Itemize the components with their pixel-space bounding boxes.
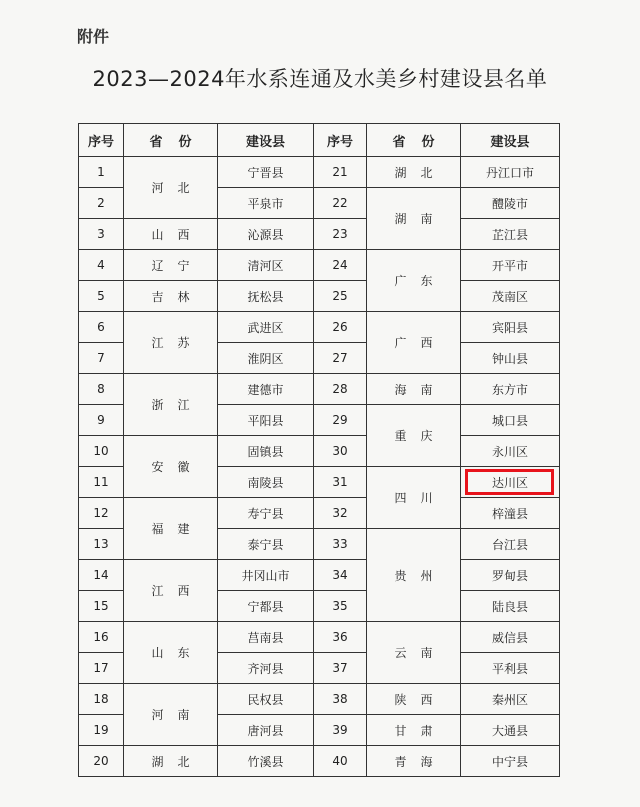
county-cell-left: 莒南县 [218, 622, 314, 653]
header-county-right: 建设县 [461, 124, 560, 157]
province-cell-right: 甘肃 [367, 715, 461, 746]
row-number-left: 3 [79, 219, 124, 250]
row-number-right: 26 [314, 312, 367, 343]
row-number-left: 2 [79, 188, 124, 219]
table-row [79, 157, 560, 188]
row-number-left: 14 [79, 560, 124, 591]
county-cell-right: 茂南区 [461, 281, 560, 312]
county-cell-right: 梓潼县 [461, 498, 560, 529]
county-list-table [78, 123, 560, 777]
row-number-left: 4 [79, 250, 124, 281]
row-number-left: 19 [79, 715, 124, 746]
row-number-right: 34 [314, 560, 367, 591]
row-number-right: 22 [314, 188, 367, 219]
county-cell-left: 齐河县 [218, 653, 314, 684]
province-cell-right: 青海 [367, 746, 461, 777]
county-cell-right: 城口县 [461, 405, 560, 436]
row-number-right: 25 [314, 281, 367, 312]
county-cell-right: 威信县 [461, 622, 560, 653]
header-province-right: 省份 [367, 124, 461, 157]
county-cell-left: 淮阴区 [218, 343, 314, 374]
table-row [79, 312, 560, 343]
table-row [79, 219, 560, 250]
province-cell-right: 湖北 [367, 157, 461, 188]
province-cell-left: 福建 [124, 498, 218, 560]
county-cell-right: 秦州区 [461, 684, 560, 715]
county-cell-left: 抚松县 [218, 281, 314, 312]
attachment-label: 附件 [77, 27, 110, 46]
header-county-left: 建设县 [218, 124, 314, 157]
province-cell-left: 河北 [124, 157, 218, 219]
county-cell-right: 钟山县 [461, 343, 560, 374]
row-number-right: 29 [314, 405, 367, 436]
county-cell-left: 沁源县 [218, 219, 314, 250]
row-number-right: 30 [314, 436, 367, 467]
county-cell-right: 丹江口市 [461, 157, 560, 188]
row-number-right: 32 [314, 498, 367, 529]
row-number-left: 16 [79, 622, 124, 653]
county-cell-left: 寿宁县 [218, 498, 314, 529]
province-cell-left: 江西 [124, 560, 218, 622]
county-cell-right: 永川区 [461, 436, 560, 467]
row-number-right: 35 [314, 591, 367, 622]
row-number-left: 13 [79, 529, 124, 560]
county-cell-left: 泰宁县 [218, 529, 314, 560]
province-cell-left: 山东 [124, 622, 218, 684]
province-cell-right: 广东 [367, 250, 461, 312]
row-number-left: 18 [79, 684, 124, 715]
county-cell-left: 井冈山市 [218, 560, 314, 591]
header-province-left: 省份 [124, 124, 218, 157]
county-cell-right: 东方市 [461, 374, 560, 405]
province-cell-right: 广西 [367, 312, 461, 374]
row-number-left: 8 [79, 374, 124, 405]
table-row [79, 746, 560, 777]
row-number-left: 17 [79, 653, 124, 684]
county-cell-left: 竹溪县 [218, 746, 314, 777]
county-cell-right: 宾阳县 [461, 312, 560, 343]
row-number-left: 10 [79, 436, 124, 467]
header-row [79, 124, 560, 157]
row-number-right: 37 [314, 653, 367, 684]
header-number-right: 序号 [314, 124, 367, 157]
row-number-right: 31 [314, 467, 367, 498]
province-cell-left: 浙江 [124, 374, 218, 436]
province-cell-right: 云南 [367, 622, 461, 684]
table-row [79, 498, 560, 529]
row-number-right: 28 [314, 374, 367, 405]
county-cell-left: 建德市 [218, 374, 314, 405]
county-cell-left: 唐河县 [218, 715, 314, 746]
county-cell-left: 南陵县 [218, 467, 314, 498]
table-row [79, 560, 560, 591]
province-cell-left: 河南 [124, 684, 218, 746]
row-number-right: 27 [314, 343, 367, 374]
county-cell-left: 固镇县 [218, 436, 314, 467]
county-cell-right: 达川区 [461, 467, 560, 498]
province-cell-right: 陕西 [367, 684, 461, 715]
county-cell-right: 芷江县 [461, 219, 560, 250]
county-cell-right: 醴陵市 [461, 188, 560, 219]
county-cell-left: 武进区 [218, 312, 314, 343]
county-cell-right: 开平市 [461, 250, 560, 281]
county-cell-right: 陆良县 [461, 591, 560, 622]
county-cell-left: 宁都县 [218, 591, 314, 622]
province-cell-left: 湖北 [124, 746, 218, 777]
row-number-right: 39 [314, 715, 367, 746]
county-cell-right: 中宁县 [461, 746, 560, 777]
table-row [79, 622, 560, 653]
province-cell-left: 辽宁 [124, 250, 218, 281]
county-cell-right: 大通县 [461, 715, 560, 746]
table-row [79, 374, 560, 405]
row-number-right: 38 [314, 684, 367, 715]
row-number-right: 33 [314, 529, 367, 560]
row-number-left: 6 [79, 312, 124, 343]
county-cell-right: 罗甸县 [461, 560, 560, 591]
county-cell-left: 清河区 [218, 250, 314, 281]
row-number-left: 5 [79, 281, 124, 312]
county-cell-left: 平阳县 [218, 405, 314, 436]
province-cell-right: 重庆 [367, 405, 461, 467]
row-number-right: 23 [314, 219, 367, 250]
table-row [79, 684, 560, 715]
row-number-right: 36 [314, 622, 367, 653]
table-row [79, 281, 560, 312]
county-cell-right: 平利县 [461, 653, 560, 684]
province-cell-right: 湖南 [367, 188, 461, 250]
province-cell-right: 海南 [367, 374, 461, 405]
row-number-left: 1 [79, 157, 124, 188]
province-cell-right: 四川 [367, 467, 461, 529]
county-cell-left: 平泉市 [218, 188, 314, 219]
table-row [79, 436, 560, 467]
province-cell-left: 江苏 [124, 312, 218, 374]
document-title: 2023—2024年水系连通及水美乡村建设县名单 [92, 67, 548, 91]
row-number-left: 15 [79, 591, 124, 622]
row-number-right: 40 [314, 746, 367, 777]
row-number-left: 20 [79, 746, 124, 777]
province-cell-left: 山西 [124, 219, 218, 250]
row-number-left: 7 [79, 343, 124, 374]
row-number-left: 12 [79, 498, 124, 529]
row-number-right: 21 [314, 157, 367, 188]
province-cell-right: 贵州 [367, 529, 461, 622]
province-cell-left: 吉林 [124, 281, 218, 312]
province-cell-left: 安徽 [124, 436, 218, 498]
table-row [79, 250, 560, 281]
county-cell-left: 宁晋县 [218, 157, 314, 188]
row-number-left: 11 [79, 467, 124, 498]
header-number-left: 序号 [79, 124, 124, 157]
county-cell-right: 台江县 [461, 529, 560, 560]
row-number-right: 24 [314, 250, 367, 281]
row-number-left: 9 [79, 405, 124, 436]
county-cell-left: 民权县 [218, 684, 314, 715]
